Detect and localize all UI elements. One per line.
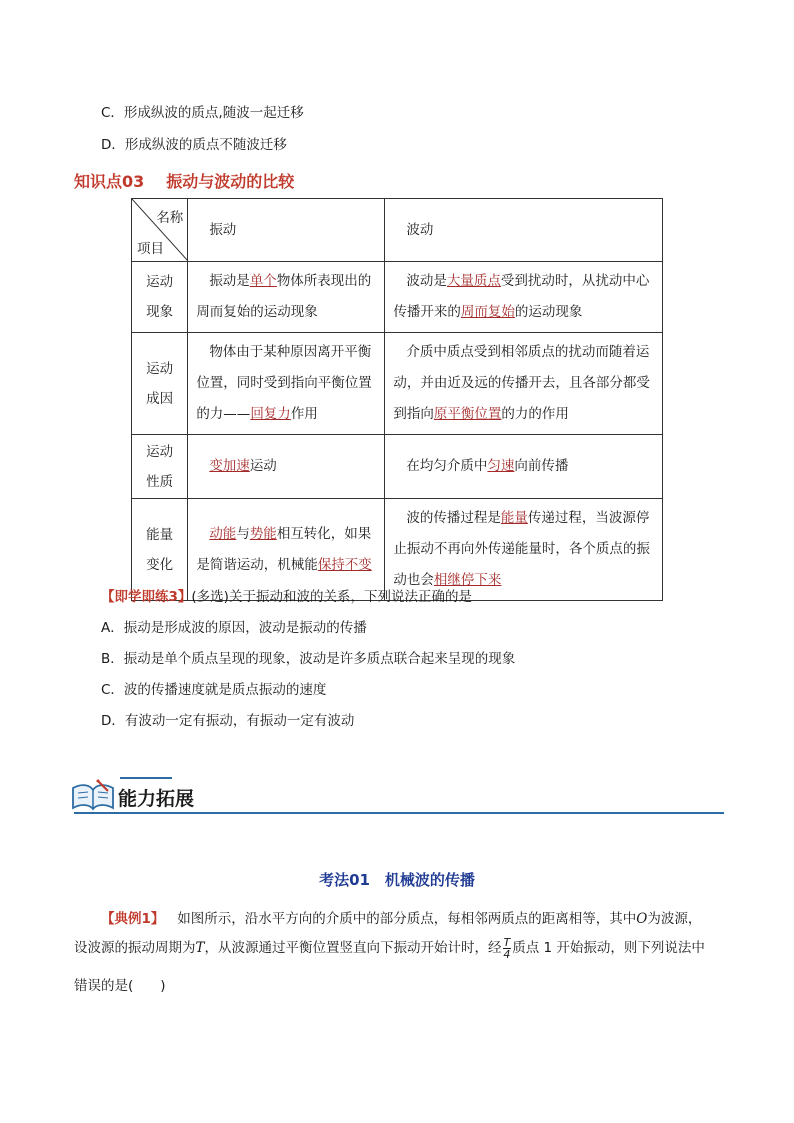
fraction-t-over-4: $\frac{T}{4}$ bbox=[503, 935, 511, 961]
method-title: 考法01 机械波的传播 bbox=[319, 871, 475, 889]
practice-option-b: B．振动是单个质点呈现的现象，波动是许多质点联合起来呈现的现象 bbox=[101, 651, 516, 667]
vibration-cell: 动能与势能相互转化，如果是简谐运动，机械能保持不变 bbox=[188, 499, 385, 601]
practice-stem: (多选)关于振动和波的关系，下列说法正确的是 bbox=[191, 589, 472, 605]
header-wave: 波动 bbox=[385, 199, 663, 262]
option-c: C．形成纵波的质点,随波一起迁移 bbox=[101, 105, 304, 121]
wave-cell: 波动是大量质点受到扰动时，从扰动中心传播开来的周而复始的运动现象 bbox=[385, 262, 663, 333]
open-book-icon bbox=[70, 778, 116, 812]
header-item-label: 项目 bbox=[137, 241, 164, 257]
table-row bbox=[132, 333, 663, 435]
table-row bbox=[132, 262, 663, 333]
row-label: 运动 成因 bbox=[132, 333, 188, 435]
example-label: 【典例1】 bbox=[101, 911, 165, 927]
example-line-3: 错误的是( ) bbox=[74, 978, 166, 994]
table-row bbox=[132, 435, 663, 499]
table-header-row bbox=[132, 199, 663, 262]
header-vibration: 振动 bbox=[188, 199, 385, 262]
section-title: 能力拓展 bbox=[118, 788, 195, 810]
knowledge-point-heading bbox=[74, 169, 294, 192]
diagonal-header-cell bbox=[132, 199, 188, 262]
practice-label: 【即学即练3】 bbox=[101, 589, 192, 605]
row-label: 运动 现象 bbox=[132, 262, 188, 333]
row-label: 运动 性质 bbox=[132, 435, 188, 499]
practice-option-a: A．振动是形成波的原因，波动是振动的传播 bbox=[101, 620, 367, 636]
comparison-table bbox=[131, 198, 663, 601]
section-underline bbox=[74, 812, 724, 814]
practice-option-d: D．有波动一定有振动，有振动一定有波动 bbox=[101, 713, 355, 729]
vibration-cell: 物体由于某种原因离开平衡位置，同时受到指向平衡位置的力——回复力作用 bbox=[188, 333, 385, 435]
wave-cell: 在均匀介质中匀速向前传播 bbox=[385, 435, 663, 499]
wave-cell: 波的传播过程是能量传递过程，当波源停止振动不再向外传递能量时，各个质点的振动也会相继停下来 bbox=[385, 499, 663, 601]
option-d: D．形成纵波的质点不随波迁移 bbox=[101, 137, 287, 153]
practice-option-c: C．波的传播速度就是质点振动的速度 bbox=[101, 682, 327, 698]
example-line-1: 【典例1】 如图所示，沿水平方向的介质中的部分质点，每相邻两质点的距离相等，其中O为波源， bbox=[101, 911, 702, 927]
example-line-2: 设波源的振动周期为T，从波源通过平衡位置竖直向下振动开始计时，经 $\frac{T}{4}$ 质点 1 开始振动，则下列说法中 bbox=[74, 935, 705, 961]
header-name-label: 名称 bbox=[156, 210, 184, 226]
row-label: 能量 变化 bbox=[132, 499, 188, 601]
section-accent-line bbox=[120, 777, 172, 779]
knowledge-point-title: 振动与波动的比较 bbox=[166, 172, 295, 191]
vibration-cell: 振动是单个物体所表现出的周而复始的运动现象 bbox=[188, 262, 385, 333]
vibration-cell: 变加速运动 bbox=[188, 435, 385, 499]
practice-question bbox=[101, 585, 472, 605]
knowledge-point-label: 知识点03 bbox=[74, 172, 145, 191]
wave-cell: 介质中质点受到相邻质点的扰动而随着运动，并由近及远的传播开去，且各部分都受到指向原平衡位置的力的作用 bbox=[385, 333, 663, 435]
